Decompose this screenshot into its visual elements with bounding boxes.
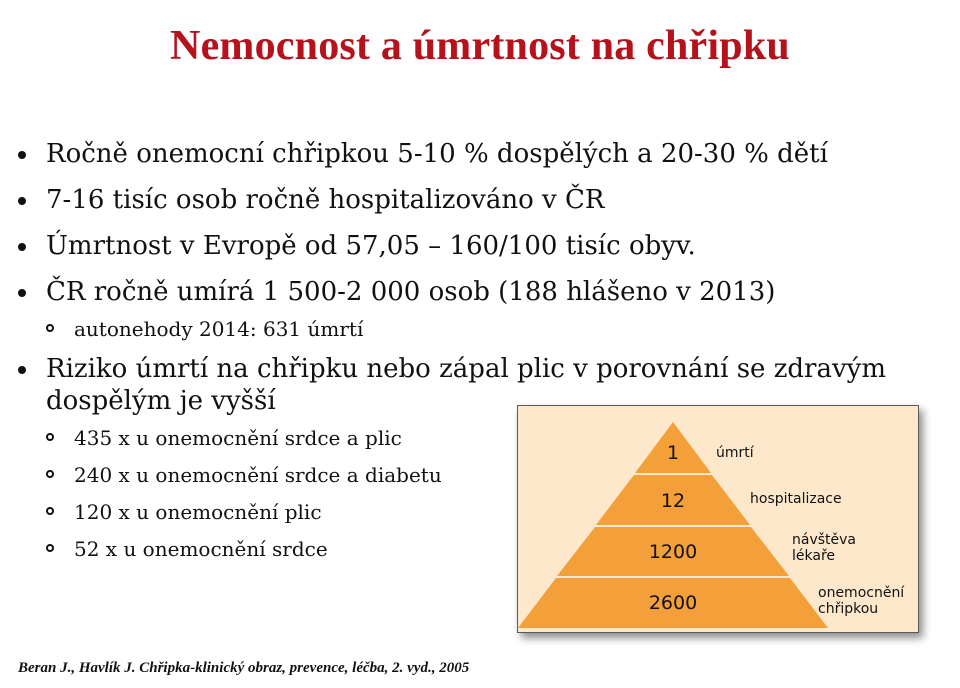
bullet-text: 7-16 tisíc osob ročně hospitalizováno v ČR [46,185,605,215]
sub-bullet-text: 240 x u onemocnění srdce a diabetu [74,463,442,487]
pyramid-value-2: 12 [660,490,686,512]
pyramid-label-4a: onemocnění [818,585,905,601]
sub-bullet-text: 52 x u onemocnění srdce [74,537,328,561]
bullet-ring-icon [46,433,54,441]
pyramid-label-2: hospitalizace [750,491,842,507]
bullet-ring-icon [46,470,54,478]
sub-bullet-text: autonehody 2014: 631 úmrtí [74,317,364,341]
bullet-text: Ročně onemocní chřipkou 5-10 % dospělých a 20-30 % dětí [46,139,828,169]
pyramid-value-1: 1 [666,442,680,464]
pyramid-label-1: úmrtí [716,445,754,461]
pyramid-label-3a: návštěva [792,532,856,548]
pyramid-value-4: 2600 [648,592,698,614]
bullet-dot-icon [18,151,26,159]
bullet-item [16,230,916,262]
bullet-ring-icon [46,544,54,552]
bullet-text: ČR ročně umírá 1 500-2 000 osob (188 hlášeno v 2013) [46,277,776,307]
pyramid-figure [517,405,919,633]
bullet-dot-icon [18,243,26,251]
bullet-dot-icon [18,366,26,374]
sub-bullet-text: 120 x u onemocnění plic [74,500,322,524]
bullet-ring-icon [46,507,54,515]
citation: Beran J., Havlík J. Chřipka-klinický obraz, prevence, léčba, 2. vyd., 2005 [18,660,470,676]
bullet-dot-icon [18,197,26,205]
bullet-text: Riziko úmrtí na chřipku nebo zápal plic v porovnání se zdravým dospělým je vyšší [46,354,887,416]
bullet-item [16,276,916,308]
bullet-dot-icon [18,289,26,297]
sub-bullet-text: 435 x u onemocnění srdce a plic [74,426,402,450]
bullet-ring-icon [46,324,54,332]
pyramid-label-3b: lékaře [792,548,836,564]
bullet-item [16,184,916,216]
sub-bullet-item [16,316,916,342]
pyramid-svg [518,406,918,632]
bullet-item [16,138,916,170]
pyramid-label-4b: chřipkou [818,601,879,617]
slide-title: Nemocnost a úmrtnost na chřipku [170,23,790,69]
bullet-text: Úmrtnost v Evropě od 57,05 – 160/100 tisíc obyv. [46,231,696,261]
pyramid-value-3: 1200 [648,541,698,563]
